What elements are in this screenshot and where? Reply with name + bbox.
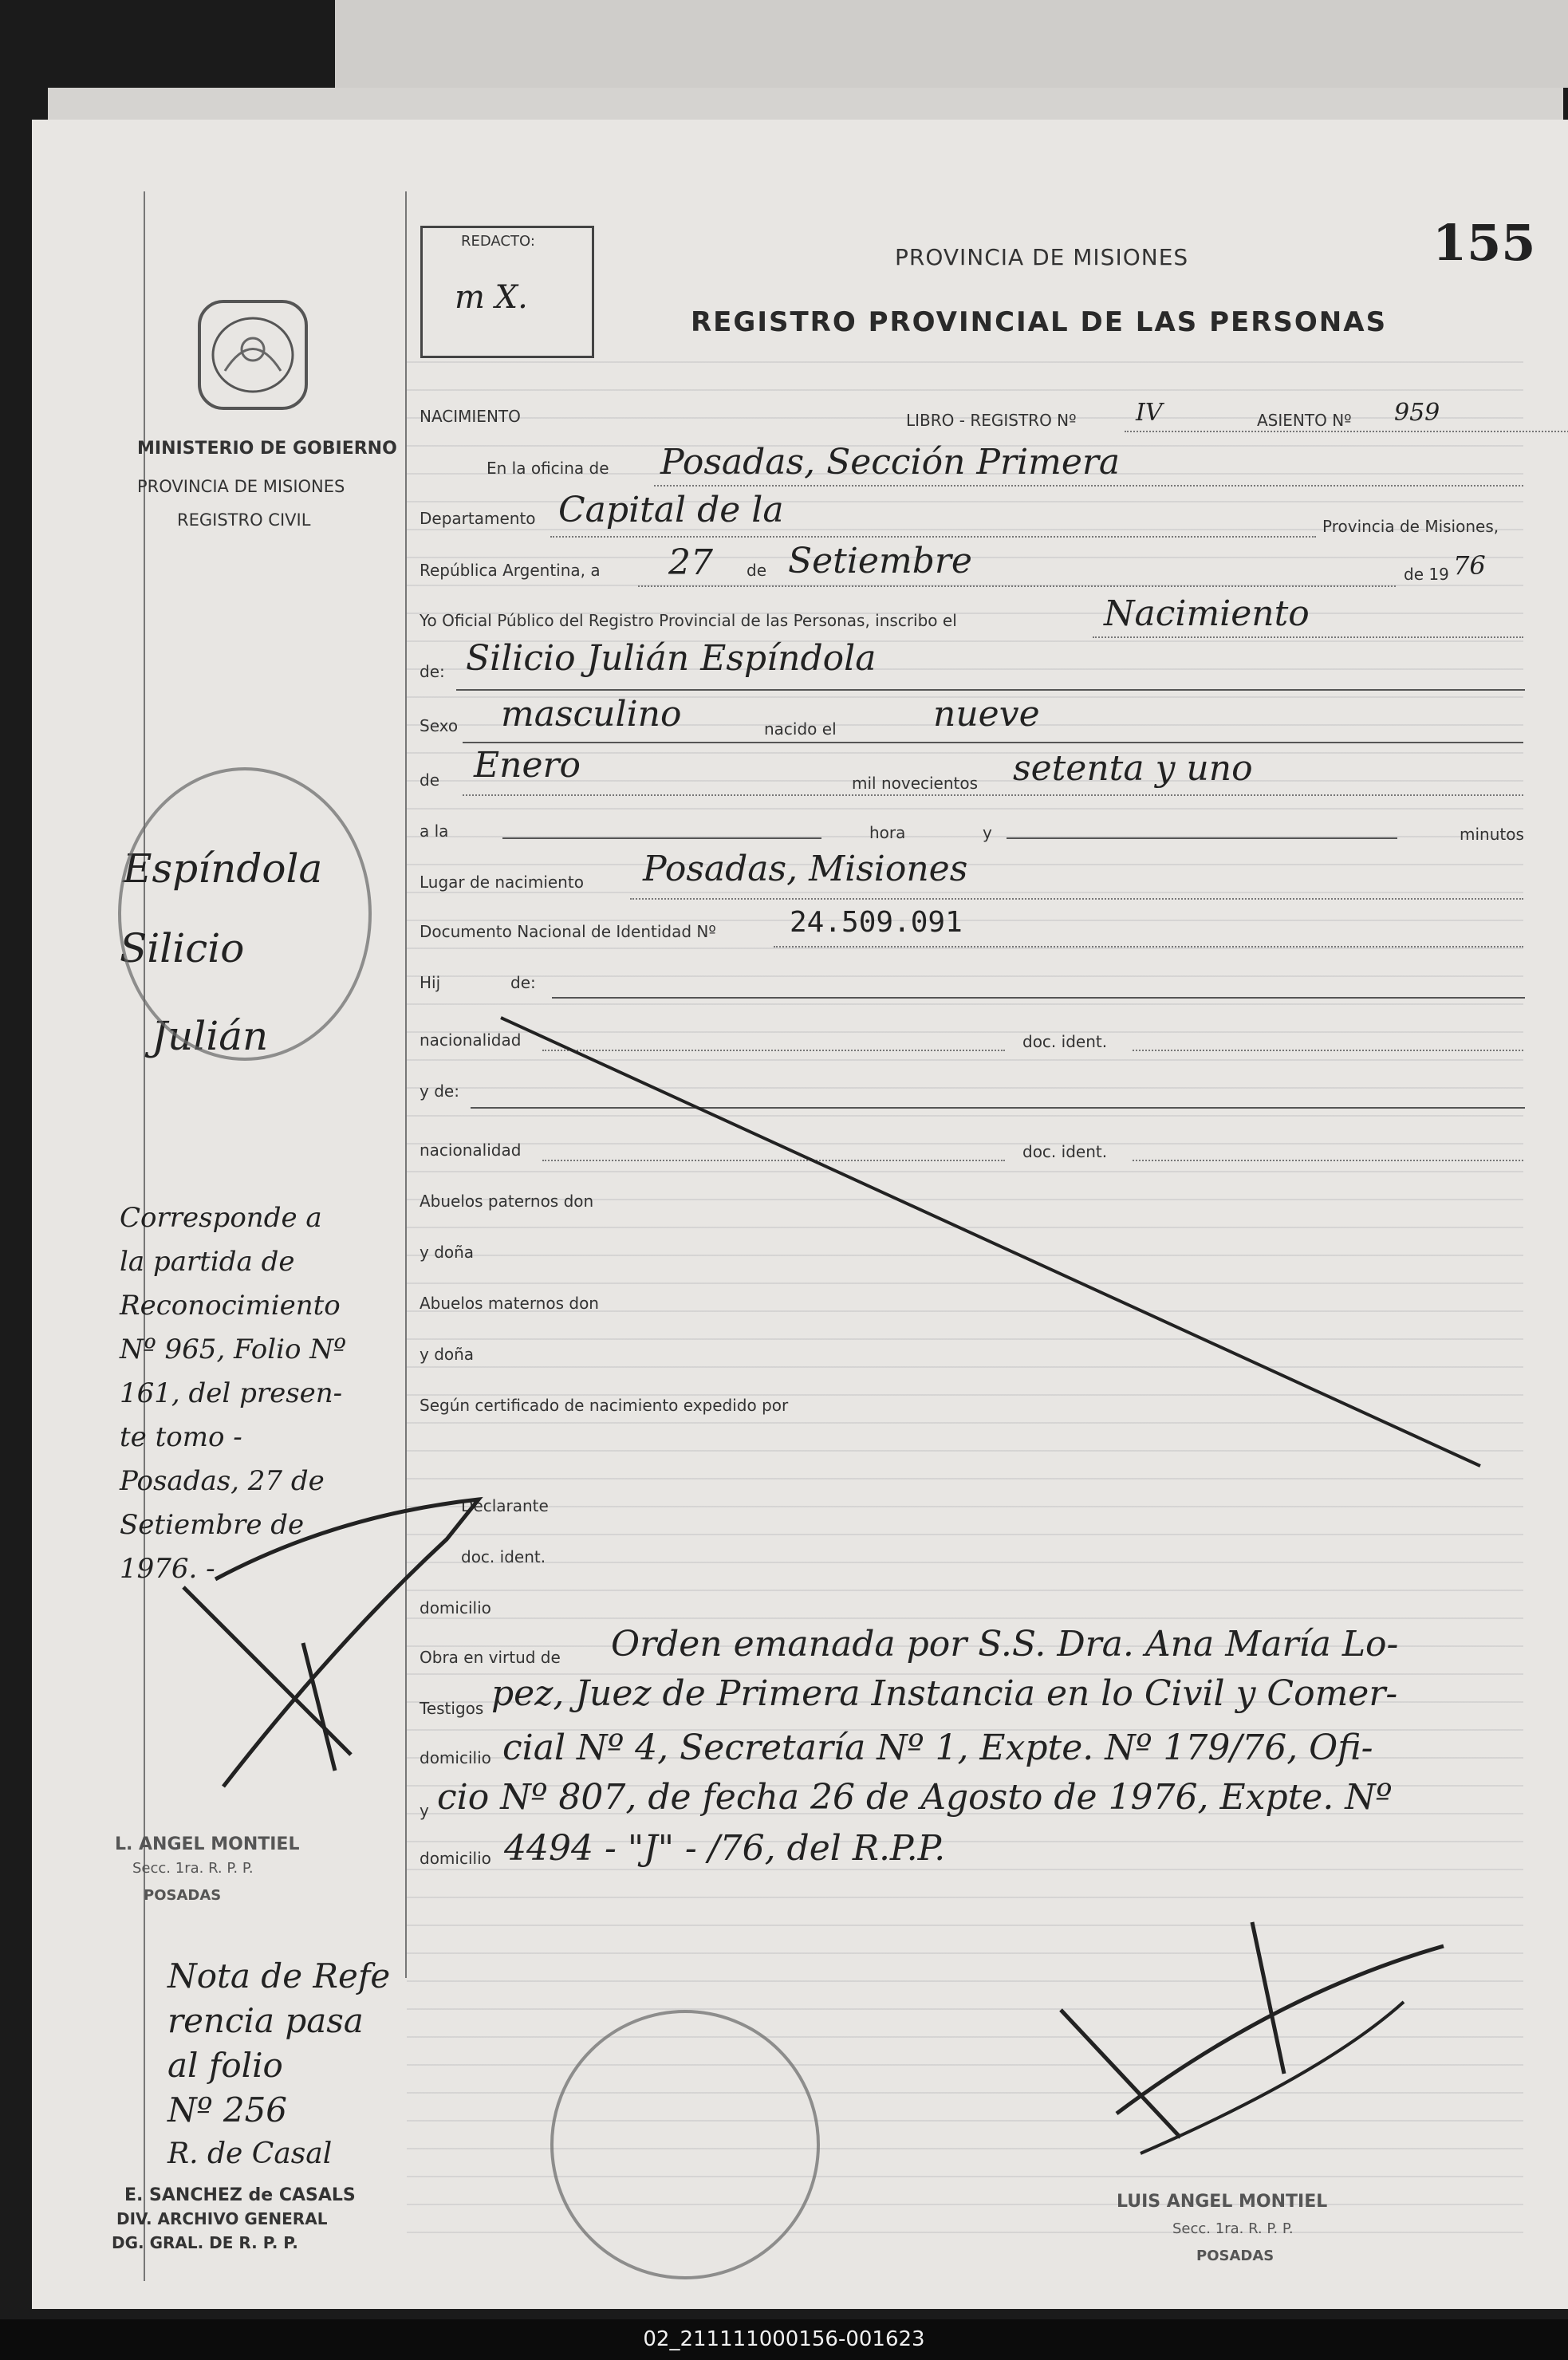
label-departamento: Departamento (420, 509, 536, 528)
ministry-line1: MINISTERIO DE GOBIERNO (137, 439, 397, 459)
value-nombre: Silicio Julián Espíndola (466, 638, 877, 679)
redacto-label: REDACTO: (461, 233, 535, 250)
label-nacimiento: NACIMIENTO (420, 407, 521, 426)
circular-stamp-2 (550, 2010, 820, 2279)
label-de-persona: de: (420, 662, 445, 681)
margin-name-second: Julián (152, 1013, 269, 1059)
value-y: cio Nº 807, de fecha 26 de Agosto de 1976, Expte. Nº (437, 1777, 1393, 1818)
value-mes2: Enero (474, 745, 581, 786)
label-obra: Obra en virtud de (420, 1648, 561, 1667)
label-de3: de: (510, 973, 536, 992)
label-nacionalidad-1: nacionalidad (420, 1030, 522, 1050)
label-de: de (747, 561, 766, 580)
label-hij: Hij (420, 973, 441, 992)
stamp-section-2: Secc. 1ra. R. P. P. (1172, 2220, 1294, 2237)
value-lugar: Posadas, Misiones (643, 849, 968, 889)
value-sexo: masculino (501, 694, 682, 735)
label-anio: de 19 (1404, 565, 1449, 584)
stamp2-line1: E. SANCHEZ de CASALS (124, 2185, 356, 2205)
label-de2: de (420, 770, 439, 790)
value-mes: Setiembre (788, 541, 972, 581)
value-dia: 27 (668, 542, 713, 583)
label-y-2: y (420, 1801, 429, 1820)
label-docident-2: doc. ident. (1022, 1142, 1108, 1161)
stamp-city-2: POSADAS (1196, 2248, 1274, 2264)
label-docident-1: doc. ident. (1022, 1032, 1108, 1051)
label-ala: a la (420, 821, 449, 841)
circular-stamp-1 (118, 767, 372, 1061)
label-oficial: Yo Oficial Público del Registro Provincial de las Personas, inscribo el (420, 611, 957, 630)
margin-correspondence-note: Corresponde a la partida de Reconocimiento Nº 965, Folio Nº 161, del presen- te tomo - Posadas, 27 de Setiembre de 1976. - (120, 1202, 347, 1585)
label-segun: Según certificado de nacimiento expedido por (420, 1396, 789, 1415)
stamp-name-1: L. ANGEL MONTIEL (115, 1834, 300, 1854)
label-nacido: nacido el (764, 719, 837, 739)
stamp-city-1: POSADAS (144, 1887, 222, 1904)
label-declarante: Declarante (461, 1496, 549, 1515)
value-mil: setenta y uno (1013, 748, 1253, 789)
label-domicilio-1: domicilio (420, 1598, 491, 1617)
label-oficina: En la oficina de (487, 459, 609, 478)
label-nacionalidad-2: nacionalidad (420, 1141, 522, 1160)
margin-name-first: Silicio (120, 925, 245, 971)
value-domicilio-2: cial Nº 4, Secretaría Nº 1, Expte. Nº 179/76, Ofi- (502, 1728, 1373, 1768)
registry-title: REGISTRO PROVINCIAL DE LAS PERSONAS (691, 306, 1388, 338)
label-documento: Documento Nacional de Identidad Nº (420, 922, 716, 941)
redacto-initials: m X. (455, 279, 528, 316)
value-obra: Orden emanada por S.S. Dra. Ana María Lo- (611, 1624, 1399, 1665)
value-nacido: nueve (933, 694, 1040, 735)
stamp-name-2: LUIS ANGEL MONTIEL (1117, 2192, 1328, 2212)
label-republica: República Argentina, a (420, 561, 601, 580)
label-mil: mil novecientos (852, 774, 979, 793)
ministry-line3: REGISTRO CIVIL (177, 510, 311, 530)
signature: R. de Casal (167, 2137, 333, 2170)
label-abuelos-paternos: Abuelos paternos don (420, 1192, 594, 1211)
label-y: y (983, 823, 992, 842)
footer-bar (0, 2319, 1568, 2360)
label-domicilio-3: domicilio (420, 1849, 491, 1868)
label-provincia-suffix: Provincia de Misiones, (1322, 517, 1499, 536)
footer-id: 02_211111000156-001623 (643, 2327, 925, 2351)
value-oficial: Nacimiento (1104, 593, 1310, 634)
label-libro: LIBRO - REGISTRO Nº (906, 411, 1077, 430)
label-domicilio-2: domicilio (420, 1748, 491, 1767)
label-ydona-1: y doña (420, 1243, 475, 1262)
stamp2-line3: DG. GRAL. DE R. P. P. (112, 2233, 298, 2252)
label-lugar: Lugar de nacimiento (420, 873, 584, 892)
province-title: PROVINCIA DE MISIONES (895, 244, 1189, 270)
ministry-line2: PROVINCIA DE MISIONES (137, 477, 345, 496)
value-testigos: pez, Juez de Primera Instancia en lo Civil y Comer- (491, 1673, 1398, 1714)
value-libro: IV (1136, 399, 1163, 427)
value-departamento: Capital de la (558, 490, 784, 530)
value-anio: 76 (1453, 550, 1486, 581)
label-hora: hora (869, 823, 906, 842)
value-documento: 24.509.091 (790, 906, 963, 939)
stamp2-line2: DIV. ARCHIVO GENERAL (116, 2209, 328, 2228)
label-asiento: ASIENTO Nº (1257, 411, 1352, 430)
label-minutos: minutos (1460, 825, 1524, 844)
label-docident-3: doc. ident. (461, 1547, 546, 1566)
margin-reference-note: Nota de Refe rencia pasa al folio Nº 256 (167, 1956, 391, 2130)
label-testigos: Testigos (420, 1699, 484, 1718)
label-sexo: Sexo (420, 716, 459, 735)
page-number: 155 (1432, 214, 1536, 272)
label-ydona-2: y doña (420, 1345, 475, 1364)
label-yde: y de: (420, 1082, 459, 1101)
label-abuelos-maternos: Abuelos maternos don (420, 1294, 599, 1313)
stamp-section-1: Secc. 1ra. R. P. P. (132, 1860, 254, 1877)
value-oficina: Posadas, Sección Primera (660, 442, 1121, 483)
value-asiento: 959 (1394, 399, 1440, 427)
value-domicilio-3: 4494 - "J" - /76, del R.P.P. (504, 1828, 946, 1869)
margin-name-surname: Espíndola (123, 845, 323, 892)
